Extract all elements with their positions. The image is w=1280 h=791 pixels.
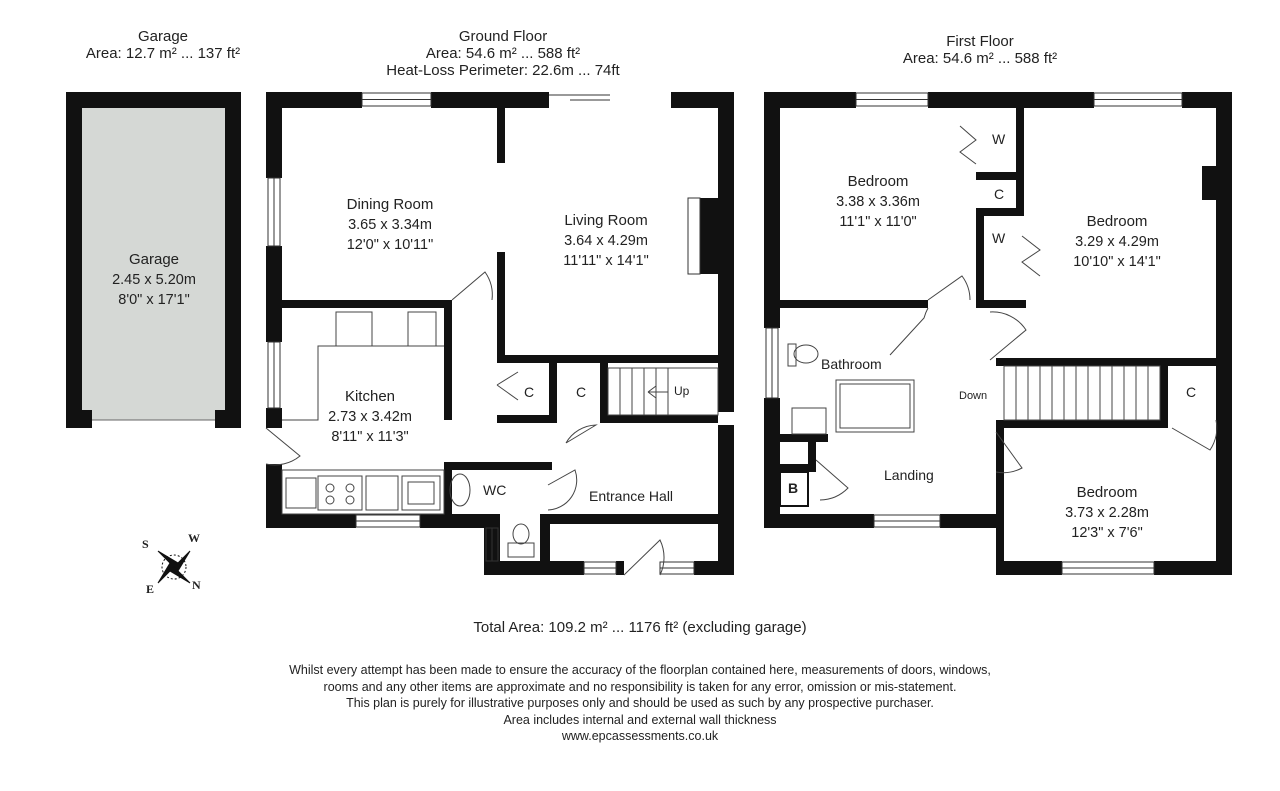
first-floor-area: Area: 54.6 m² ... 588 ft² xyxy=(902,50,1058,67)
compass-n: N xyxy=(192,578,201,592)
cupboard-marker-1: C xyxy=(524,384,535,400)
garage-room-label xyxy=(94,250,214,310)
compass-w: W xyxy=(188,531,200,545)
bedroom-2-label xyxy=(1047,212,1187,272)
disclaimer-line-4: Area includes internal and external wall thickness xyxy=(503,712,777,727)
website-link[interactable]: www.epcassessments.co.uk xyxy=(561,729,719,743)
ground-floor-title: Ground Floor xyxy=(458,28,548,45)
disclaimer xyxy=(0,662,1280,745)
kitchen-metric: 2.73 x 3.42m xyxy=(328,409,412,425)
cupboard-marker-4: C xyxy=(1186,384,1197,400)
boiler-marker: B xyxy=(788,480,799,496)
bedroom-1-metric: 3.38 x 3.36m xyxy=(836,194,920,210)
garage-header-area: Area: 12.7 m² ... 137 ft² xyxy=(85,45,241,62)
cupboard-marker-3: C xyxy=(994,186,1005,202)
dining-room-imperial: 12'0" x 10'11" xyxy=(346,237,434,253)
dining-room-label xyxy=(320,195,460,255)
disclaimer-line-2: rooms and any other items are approximate and no responsibility is taken for any error, omission or mis-statement. xyxy=(323,679,957,694)
garage-room-imperial: 8'0" x 17'1" xyxy=(118,292,190,308)
kitchen-name: Kitchen xyxy=(344,388,396,405)
kitchen-label xyxy=(300,387,440,447)
bedroom-3-imperial: 12'3" x 7'6" xyxy=(1071,525,1143,541)
stairs-down-label: Down xyxy=(959,390,988,402)
bedroom-3-metric: 3.73 x 2.28m xyxy=(1065,505,1149,521)
cupboard-marker-2: C xyxy=(576,384,587,400)
bedroom-2-name: Bedroom xyxy=(1086,213,1148,230)
total-area: Total Area: 109.2 m² ... 1176 ft² (excluding garage) xyxy=(473,619,807,636)
disclaimer-line-1: Whilst every attempt has been made to ensure the accuracy of the floorplan contained here, measurements of doors, windows, xyxy=(289,663,991,677)
first-stairs xyxy=(1004,366,1160,420)
disclaimer-line-3: This plan is purely for illustrative purposes only and should be used as such by any prospective purchaser. xyxy=(346,696,934,710)
kitchen-imperial: 8'11" x 11'3" xyxy=(331,429,409,445)
bathroom-label: Bathroom xyxy=(821,356,882,372)
entrance-hall-label: Entrance Hall xyxy=(589,488,674,504)
living-room-imperial: 11'11" x 14'1" xyxy=(563,253,649,269)
garage-room-name: Garage xyxy=(128,251,180,268)
first-floor-title: First Floor xyxy=(946,33,1014,50)
compass-e: E xyxy=(146,582,155,596)
living-room-label xyxy=(536,211,676,271)
dining-room-name: Dining Room xyxy=(346,196,434,213)
bedroom-3-name: Bedroom xyxy=(1076,484,1138,501)
bedroom-1-label xyxy=(808,172,948,232)
garage-header-title: Garage xyxy=(137,28,189,45)
living-room-name: Living Room xyxy=(564,212,648,229)
bedroom-2-imperial: 10'10" x 14'1" xyxy=(1073,254,1161,270)
living-room-metric: 3.64 x 4.29m xyxy=(564,233,648,249)
ground-floor-area: Area: 54.6 m² ... 588 ft² xyxy=(425,45,581,62)
stairs-up-label: Up xyxy=(674,384,690,398)
landing-label: Landing xyxy=(884,467,934,483)
compass-s: S xyxy=(142,537,149,551)
garage-room-metric: 2.45 x 5.20m xyxy=(112,272,196,288)
compass-rose xyxy=(158,551,190,583)
ground-floor-perimeter: Heat-Loss Perimeter: 22.6m ... 74ft xyxy=(386,62,620,79)
wardrobe-marker-1: W xyxy=(992,131,1006,147)
wc-label: WC xyxy=(483,482,507,498)
ground-stairs xyxy=(608,368,718,415)
dining-room-metric: 3.65 x 3.34m xyxy=(348,217,432,233)
bedroom-2-metric: 3.29 x 4.29m xyxy=(1075,234,1159,250)
bedroom-3-label xyxy=(1037,483,1177,543)
bedroom-1-imperial: 11'1" x 11'0" xyxy=(839,214,917,230)
bedroom-1-name: Bedroom xyxy=(847,173,909,190)
wardrobe-marker-2: W xyxy=(992,230,1006,246)
